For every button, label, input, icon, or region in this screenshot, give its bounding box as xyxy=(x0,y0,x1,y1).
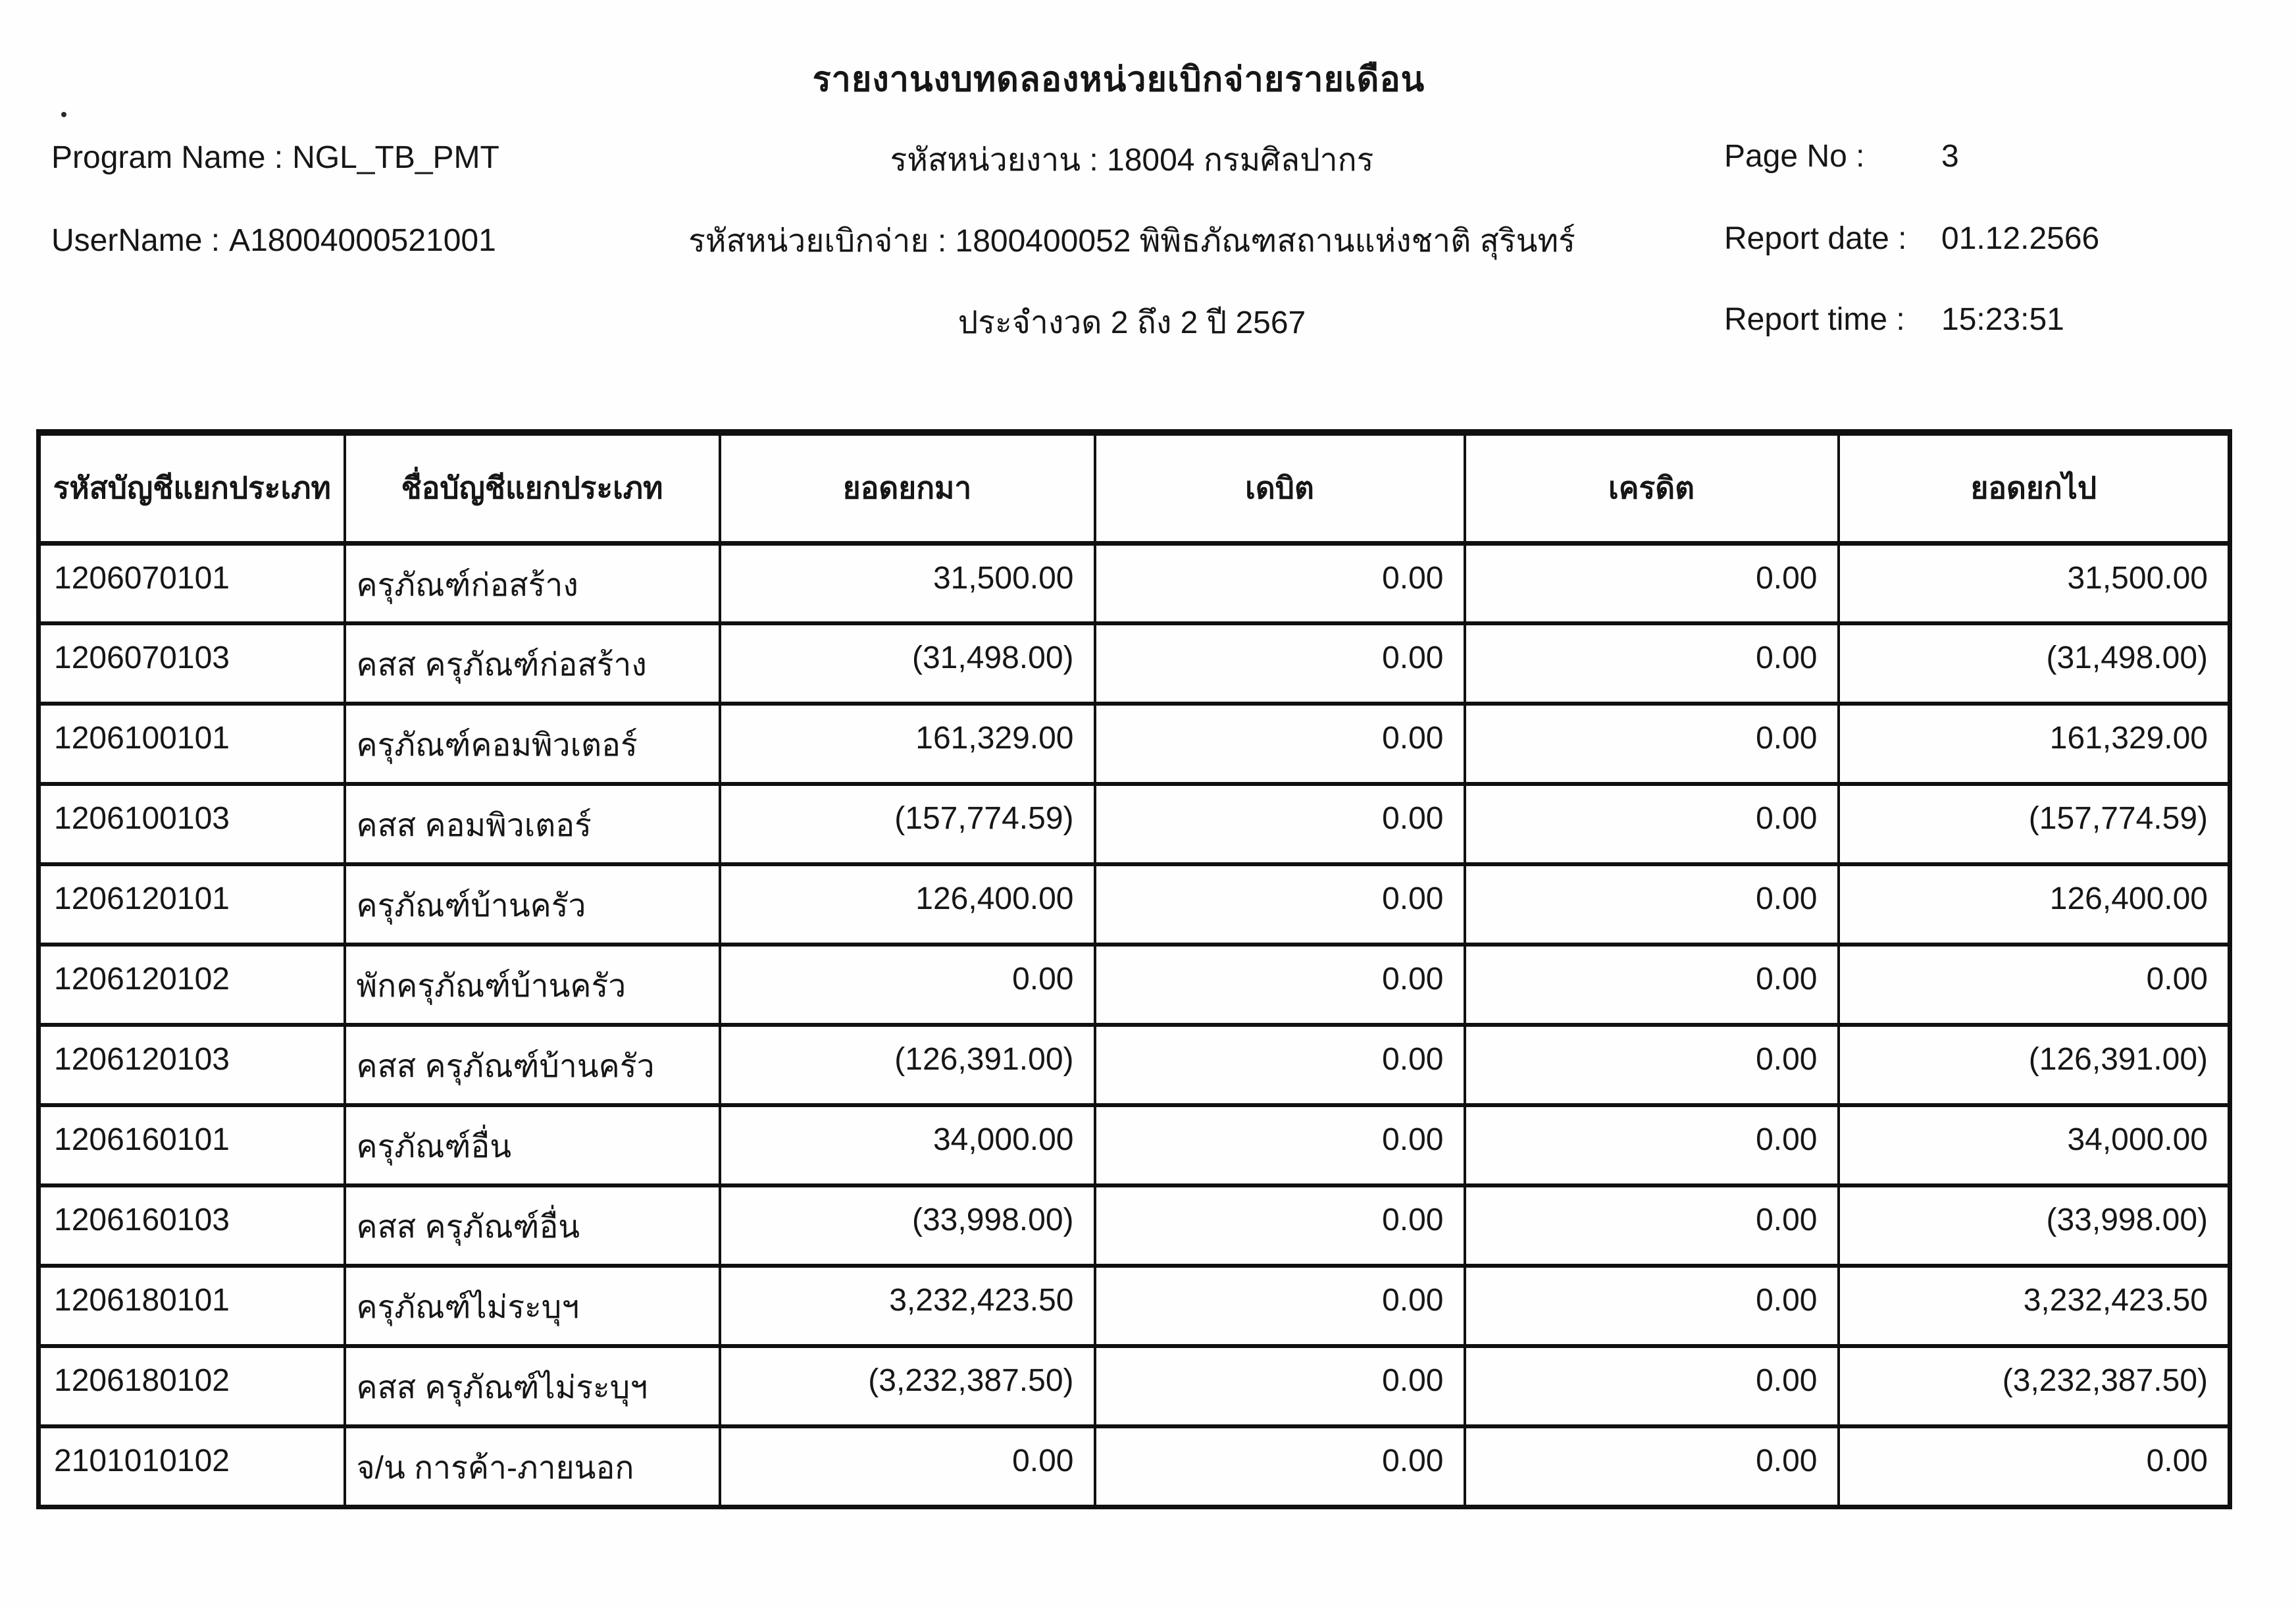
debit-cell: 0.00 xyxy=(1095,1105,1465,1185)
account-code-cell: 1206120102 xyxy=(54,962,230,997)
table-row xyxy=(39,1025,2230,1105)
debit-cell: 0.00 xyxy=(1095,1185,1465,1266)
account-code-cell: 1206120101 xyxy=(54,881,230,916)
account-code-cell: 1206180101 xyxy=(54,1283,230,1318)
balance-brought-forward-cell: (33,998.00) xyxy=(720,1185,1095,1266)
balance-carried-forward-cell: 3,232,423.50 xyxy=(1839,1266,2230,1346)
balance-brought-forward-cell: 34,000.00 xyxy=(720,1105,1095,1185)
account-name-cell: ครุภัณฑ์บ้านครัว xyxy=(345,864,720,945)
agency-code-line: รหัสหน่วยงาน : 18004 กรมศิลปากร xyxy=(890,143,1374,178)
debit-cell: 0.00 xyxy=(1095,1426,1465,1507)
credit-cell: 0.00 xyxy=(1465,543,1839,623)
table-row xyxy=(39,1185,2230,1266)
debit-cell: 0.00 xyxy=(1095,864,1465,945)
credit-cell: 0.00 xyxy=(1465,1185,1839,1266)
debit-cell: 0.00 xyxy=(1095,1346,1465,1426)
credit-cell: 0.00 xyxy=(1465,1025,1839,1105)
credit-cell: 0.00 xyxy=(1465,1346,1839,1426)
balance-brought-forward-cell: (31,498.00) xyxy=(720,623,1095,704)
balance-brought-forward-cell: 31,500.00 xyxy=(720,543,1095,623)
account-code-cell: 1206070103 xyxy=(54,640,230,675)
table-row xyxy=(39,543,2230,623)
account-name-cell: คสส ครุภัณฑ์บ้านครัว xyxy=(345,1025,720,1105)
balance-carried-forward-cell: (33,998.00) xyxy=(1839,1185,2230,1266)
balance-brought-forward-cell: 0.00 xyxy=(720,1426,1095,1507)
balance-brought-forward-cell: (157,774.59) xyxy=(720,784,1095,864)
credit-cell: 0.00 xyxy=(1465,1426,1839,1507)
credit-cell: 0.00 xyxy=(1465,945,1839,1025)
scan-artifact-dot xyxy=(61,112,66,117)
account-code-cell: 1206160103 xyxy=(54,1203,230,1237)
balance-carried-forward-cell: 0.00 xyxy=(1839,945,2230,1025)
balance-carried-forward-cell: (31,498.00) xyxy=(1839,623,2230,704)
account-name-cell: คสส คอมพิวเตอร์ xyxy=(345,784,720,864)
table-row xyxy=(39,945,2230,1025)
col-header-account-name: ชื่อบัญชีแยกประเภท xyxy=(345,432,720,543)
table-body xyxy=(39,543,2230,1507)
username-line xyxy=(51,222,496,259)
account-name-cell: พักครุภัณฑ์บ้านครัว xyxy=(345,945,720,1025)
table-row xyxy=(39,704,2230,784)
report-date-label: Report date : xyxy=(1724,221,1907,256)
account-code-cell: 2101010102 xyxy=(54,1443,230,1478)
credit-cell: 0.00 xyxy=(1465,784,1839,864)
table-row xyxy=(39,784,2230,864)
balance-brought-forward-cell: (126,391.00) xyxy=(720,1025,1095,1105)
col-header-balance-carried-forward: ยอดยกไป xyxy=(1839,432,2230,543)
table-row xyxy=(39,1266,2230,1346)
balance-carried-forward-cell: (157,774.59) xyxy=(1839,784,2230,864)
account-name-cell: ครุภัณฑ์ก่อสร้าง xyxy=(345,543,720,623)
account-name-cell: คสส ครุภัณฑ์ก่อสร้าง xyxy=(345,623,720,704)
balance-brought-forward-cell: (3,232,387.50) xyxy=(720,1346,1095,1426)
account-code-cell: 1206100101 xyxy=(54,721,230,756)
col-header-balance-brought-forward: ยอดยกมา xyxy=(720,432,1095,543)
balance-brought-forward-cell: 0.00 xyxy=(720,945,1095,1025)
username-value: A18004000521001 xyxy=(229,223,496,258)
disbursement-unit-line: รหัสหน่วยเบิกจ่าย : 1800400052 พิพิธภัณฑสถานแห่งชาติ สุรินทร์ xyxy=(688,224,1575,259)
account-name-cell: จ/น การค้า-ภายนอก xyxy=(345,1426,720,1507)
report-date-value: 01.12.2566 xyxy=(1941,221,2100,256)
balance-carried-forward-cell: 126,400.00 xyxy=(1839,864,2230,945)
account-code-cell: 1206160101 xyxy=(54,1122,230,1157)
col-header-credit: เครดิต xyxy=(1465,432,1839,543)
account-name-cell: ครุภัณฑ์คอมพิวเตอร์ xyxy=(345,704,720,784)
credit-cell: 0.00 xyxy=(1465,1266,1839,1346)
credit-cell: 0.00 xyxy=(1465,864,1839,945)
username-label: UserName : xyxy=(51,223,220,258)
program-name-line xyxy=(51,140,499,176)
page-no-label: Page No : xyxy=(1724,139,1865,174)
account-code-cell: 1206100103 xyxy=(54,801,230,836)
debit-cell: 0.00 xyxy=(1095,1266,1465,1346)
credit-cell: 0.00 xyxy=(1465,1105,1839,1185)
balance-carried-forward-cell: 161,329.00 xyxy=(1839,704,2230,784)
program-name-value: NGL_TB_PMT xyxy=(292,140,499,175)
table-row xyxy=(39,1426,2230,1507)
debit-cell: 0.00 xyxy=(1095,1025,1465,1105)
balance-carried-forward-cell: 0.00 xyxy=(1839,1426,2230,1507)
debit-cell: 0.00 xyxy=(1095,623,1465,704)
table-row xyxy=(39,1105,2230,1185)
debit-cell: 0.00 xyxy=(1095,945,1465,1025)
balance-brought-forward-cell: 126,400.00 xyxy=(720,864,1095,945)
balance-carried-forward-cell: 31,500.00 xyxy=(1839,543,2230,623)
credit-cell: 0.00 xyxy=(1465,704,1839,784)
col-header-debit: เดบิต xyxy=(1095,432,1465,543)
table-row xyxy=(39,623,2230,704)
col-header-account-code: รหัสบัญชีแยกประเภท xyxy=(53,471,331,506)
balance-brought-forward-cell: 3,232,423.50 xyxy=(720,1266,1095,1346)
account-code-cell: 1206180102 xyxy=(54,1363,230,1398)
program-name-label: Program Name : xyxy=(51,140,284,175)
account-name-cell: คสส ครุภัณฑ์ไม่ระบุฯ xyxy=(345,1346,720,1426)
account-name-cell: ครุภัณฑ์ไม่ระบุฯ xyxy=(345,1266,720,1346)
account-code-cell: 1206070101 xyxy=(54,560,230,596)
balance-brought-forward-cell: 161,329.00 xyxy=(720,704,1095,784)
period-line: ประจำงวด 2 ถึง 2 ปี 2567 xyxy=(957,305,1306,340)
report-title: รายงานงบทดลองหน่วยเบิกจ่ายรายเดือน xyxy=(812,61,1425,99)
balance-carried-forward-cell: 34,000.00 xyxy=(1839,1105,2230,1185)
balance-carried-forward-cell: (126,391.00) xyxy=(1839,1025,2230,1105)
table-header-row xyxy=(39,432,2230,543)
credit-cell: 0.00 xyxy=(1465,623,1839,704)
debit-cell: 0.00 xyxy=(1095,543,1465,623)
page-no-value: 3 xyxy=(1941,139,1959,174)
report-time-value: 15:23:51 xyxy=(1941,302,2064,337)
debit-cell: 0.00 xyxy=(1095,784,1465,864)
debit-cell: 0.00 xyxy=(1095,704,1465,784)
account-name-cell: ครุภัณฑ์อื่น xyxy=(345,1105,720,1185)
balance-carried-forward-cell: (3,232,387.50) xyxy=(1839,1346,2230,1426)
report-time-label: Report time : xyxy=(1724,302,1905,337)
table-row xyxy=(39,864,2230,945)
account-name-cell: คสส ครุภัณฑ์อื่น xyxy=(345,1185,720,1266)
trial-balance-table xyxy=(36,429,2232,1509)
table-row xyxy=(39,1346,2230,1426)
account-code-cell: 1206120103 xyxy=(54,1042,230,1077)
